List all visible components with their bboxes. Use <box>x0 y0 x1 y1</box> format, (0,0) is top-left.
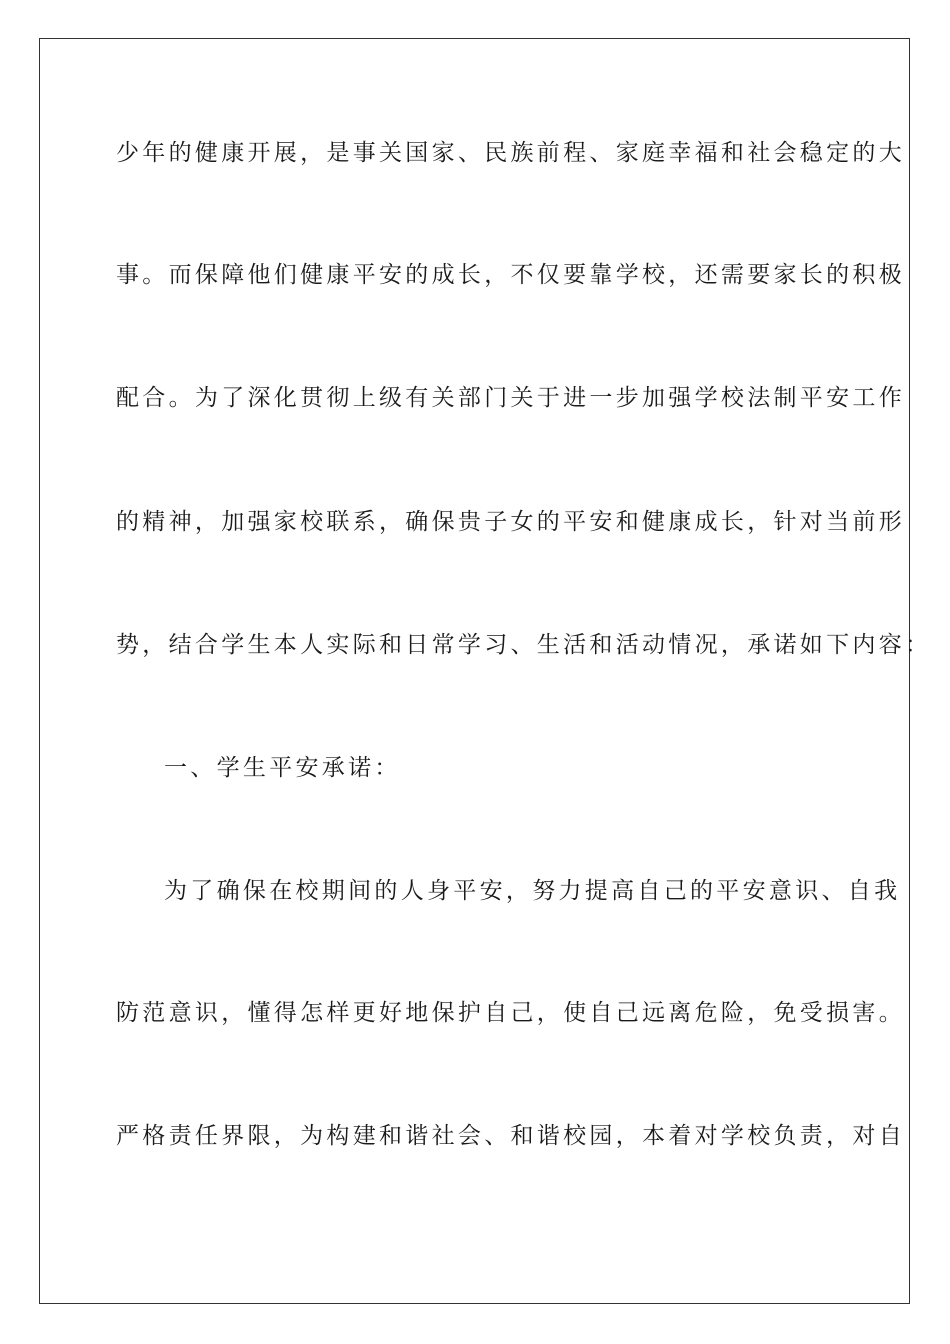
text-line: 事。而保障他们健康平安的成长，不仅要靠学校，还需要家长的积极 <box>116 262 905 288</box>
text-line: 为了确保在校期间的人身平安，努力提高自己的平安意识、自我 <box>164 878 901 904</box>
section-heading: 一、学生平安承诺： <box>164 755 401 781</box>
text-line: 防范意识，懂得怎样更好地保护自己，使自己远离危险，免受损害。 <box>116 1000 905 1026</box>
page-border <box>39 38 910 1304</box>
text-line: 少年的健康开展，是事关国家、民族前程、家庭幸福和社会稳定的大 <box>116 140 905 166</box>
text-line: 严格责任界限，为构建和谐社会、和谐校园，本着对学校负责，对自 <box>116 1123 905 1149</box>
text-line: 势，结合学生本人实际和日常学习、生活和活动情况，承诺如下内容： <box>116 632 932 658</box>
text-line: 配合。为了深化贯彻上级有关部门关于进一步加强学校法制平安工作 <box>116 385 905 411</box>
text-line: 的精神，加强家校联系，确保贵子女的平安和健康成长，针对当前形 <box>116 509 905 535</box>
